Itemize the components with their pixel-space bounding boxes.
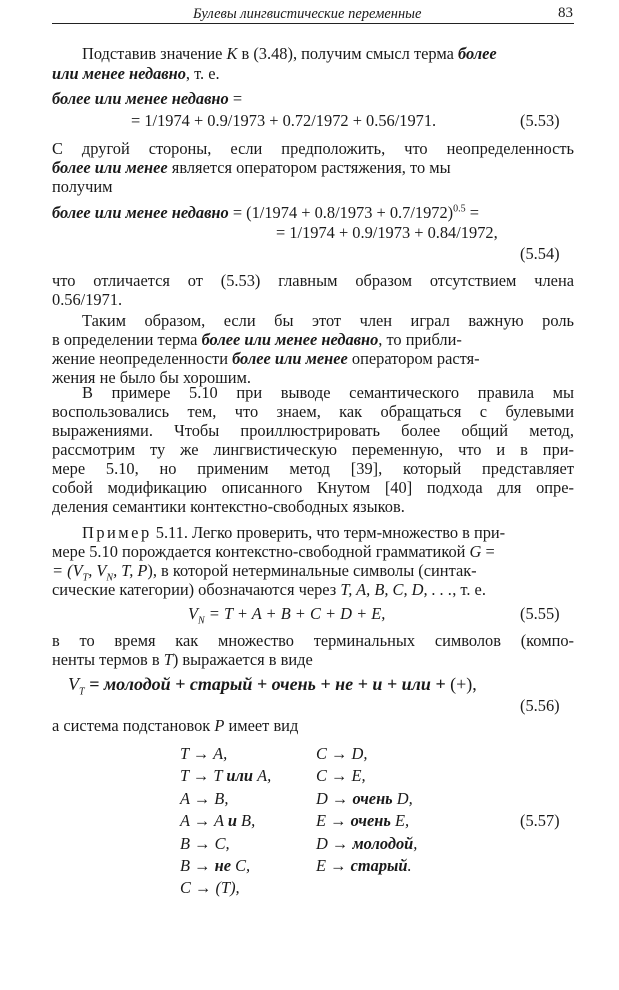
paragraph-1-line-1: Подставив значение K в (3.48), получим смысл терма более: [82, 44, 497, 63]
substitution-rule: B → C,: [180, 833, 230, 853]
paragraph-5-line-4: рассмотрим ту же лингвистическую переменную, что и в при-: [52, 440, 574, 459]
substitution-rule: D → очень D,: [316, 788, 413, 808]
paragraph-3-line-1: что отличается от (5.53) главным образом отсутствием члена: [52, 271, 574, 290]
running-header: Булевы лингвистические переменные: [193, 6, 422, 22]
paragraph-4-line-2: в определении терма более или менее недавно, то прибли-: [52, 330, 462, 349]
equation-5-54-number: (5.54): [520, 244, 560, 263]
paragraph-5-line-3: выражениями. Чтобы проиллюстрировать более общий метод,: [52, 421, 574, 440]
equation-5-56-number: (5.56): [520, 696, 560, 715]
substitution-rule: E → старый.: [316, 856, 412, 875]
equation-5-57-number: (5.57): [520, 811, 560, 830]
paragraph-8-line-1: а система подстановок P имеет вид: [52, 716, 299, 735]
paragraph-4-line-1: Таким образом, если бы этот член играл важную роль: [82, 311, 574, 330]
paragraph-7-line-2: ненты термов в T) выражается в виде: [52, 650, 313, 669]
substitution-rule: C → (T),: [180, 878, 240, 898]
paragraph-7-line-1: в то время как множество терминальных символов (компо-: [52, 631, 574, 650]
substitution-rule: C → E,: [316, 766, 366, 786]
paragraph-5-line-1: В примере 5.10 при выводе семантического правила мы: [82, 383, 574, 402]
paragraph-5-line-2: воспользовались тем, что знаем, как обращаться с булевыми: [52, 402, 574, 421]
equation-5-54-line-2: = 1/1974 + 0.9/1973 + 0.84/1972,: [276, 223, 498, 242]
substitution-rule: D → молодой,: [316, 833, 418, 853]
paragraph-5-line-5: мере 5.10, но применим метод [39], который представляет: [52, 459, 574, 478]
paragraph-2-line-3: получим: [52, 177, 113, 196]
substitution-rule: A → B,: [180, 788, 229, 808]
equation-5-56: $V_T$ = молодой + старый + очень + не + и + или + (+),: [68, 674, 477, 698]
page-number: 83: [558, 5, 573, 21]
substitution-rule: B → не C,: [180, 856, 251, 875]
example-5-11-line-2: мере 5.10 порождается контекстно-свободной грамматикой G =: [52, 542, 495, 561]
substitution-rule: A → A и B,: [180, 811, 256, 831]
paragraph-4-line-3: жение неопределенности более или менее оператором растя-: [52, 349, 480, 368]
paragraph-4-line-4: жения не было бы хорошим.: [52, 368, 251, 387]
header-rule: [52, 23, 574, 24]
example-5-11-line-1: Пример 5.11. Легко проверить, что терм-множество в при-: [82, 523, 506, 542]
paragraph-5-line-6: собой модификацию описанного Кнутом [40] подхода для опре-: [52, 478, 574, 497]
example-5-11-line-4: сические категории) обозначаются через T, A, B, C, D, . . ., т. е.: [52, 580, 486, 599]
substitution-rule: T → A,: [180, 744, 228, 763]
paragraph-2-line-1: С другой стороны, если предположить, что неопределенность: [52, 139, 574, 158]
equation-5-53-lhs: более или менее недавно =: [52, 89, 243, 108]
paragraph-3-line-2: 0.56/1971.: [52, 290, 123, 309]
substitution-rule: C → D,: [316, 744, 368, 763]
paragraph-5-line-7: деления семантики контекстно-свободных языков.: [52, 497, 405, 516]
example-5-11-line-3: = ($V_T$, $V_N$, T, P), в которой нетерминальные символы (синтак-: [52, 561, 477, 584]
paragraph-1-line-2: или менее недавно, т. е.: [52, 64, 220, 83]
substitution-rule: E → очень E,: [316, 811, 410, 831]
substitution-rule: T → T или A,: [180, 766, 272, 786]
equation-5-54-line-1: более или менее недавно = $(1/1974 + 0.8/1973 + 0.7/1972)^{0.5}$ =: [52, 203, 479, 222]
equation-5-53-rhs: = 1/1974 + 0.9/1973 + 0.72/1972 + 0.56/1971.: [131, 111, 437, 130]
paragraph-2-line-2: более или менее является оператором растяжения, то мы: [52, 158, 451, 177]
example-label: Пример: [82, 523, 152, 542]
equation-5-55-number: (5.55): [520, 604, 560, 623]
equation-5-55: $V_N = T + A + B + C + D + E$,: [188, 604, 386, 627]
equation-5-53-number: (5.53): [520, 111, 560, 130]
